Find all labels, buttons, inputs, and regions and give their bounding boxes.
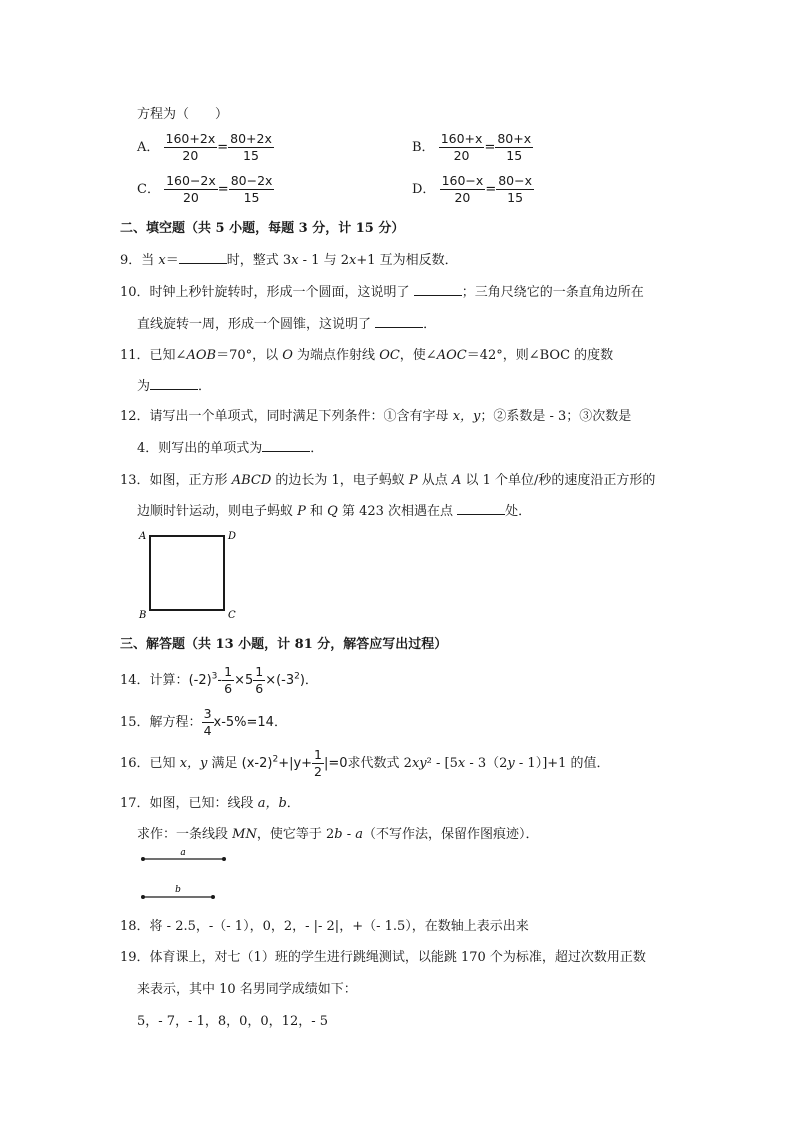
question-19-line-2: 来表示，其中 10 名男同学成绩如下： xyxy=(137,982,357,997)
vertex-label-d: D xyxy=(228,531,237,542)
fraction: $\frac{3}{4}$ xyxy=(203,706,212,738)
fraction: $\frac{160+2x}{20}$ xyxy=(165,131,216,163)
answer-blank[interactable] xyxy=(414,283,462,296)
fraction: $\frac{1}{6}$ xyxy=(224,664,233,696)
section-3-title: 三、解答题（共 13 小题，计 81 分，解答应写出过程） xyxy=(120,637,448,652)
section-2-title: 二、填空题（共 5 小题，每题 3 分，计 15 分） xyxy=(120,221,405,236)
endpoint xyxy=(211,895,215,899)
option-letter: A． xyxy=(137,140,160,155)
question-19-line-1: 19．体育课上，对七（1）班的学生进行跳绳测试，以能跳 170 个为标准，超过次数用正数 xyxy=(120,950,646,965)
question-11-line-1: 11．已知∠AOB＝70°，以 O 为端点作射线 OC，使∠AOC＝42°，则∠BOC 的度数 xyxy=(120,348,614,363)
fraction: $\frac{80+x}{15}$ xyxy=(497,131,532,163)
question-19-data: 5，- 7，- 1，8，0，0，12，- 5 xyxy=(137,1014,329,1029)
square xyxy=(150,536,224,610)
question-15: 15．解方程： $\frac{3}{4}$ x-5%=14． xyxy=(120,706,287,738)
answer-blank[interactable] xyxy=(179,251,227,264)
answer-blank[interactable] xyxy=(150,377,198,390)
segment-b-label: b xyxy=(175,885,181,895)
segment-a-figure xyxy=(138,846,230,866)
question-14: 14．计算：$(-2)^3-$ $\frac{1}{6}$ ×5 $\frac{1}{6}$ $\times(-3^2)$． xyxy=(120,664,318,696)
segment-b-figure xyxy=(138,883,220,903)
question-9: 9．当 x＝ 时，整式 3x - 1 与 2x+1 互为相反数． xyxy=(120,253,458,268)
fraction: $\frac{1}{2}$ xyxy=(314,747,322,779)
question-11-line-2: 为 ． xyxy=(137,379,212,394)
fraction: $\frac{160-x}{20}$ xyxy=(441,173,484,205)
answer-blank[interactable] xyxy=(375,315,423,328)
q8-tail: 方程为（ ） xyxy=(137,107,229,122)
q8-option-b: B． $\frac{160+x}{20}$ = $\frac{80+x}{15}$ xyxy=(412,131,532,163)
question-13-line-2: 边顺时针运动，则电子蚂蚁 P 和 Q 第 423 次相遇在点 处． xyxy=(137,504,532,519)
q8-option-d: D． $\frac{160-x}{20}$ = $\frac{80-x}{15}$ xyxy=(412,173,532,205)
fraction: $\frac{80-x}{15}$ xyxy=(498,173,532,205)
endpoint xyxy=(141,857,145,861)
option-letter: B． xyxy=(412,140,435,155)
option-letter: D． xyxy=(412,182,436,197)
answer-blank[interactable] xyxy=(457,502,505,515)
question-10-line-2: 直线旋转一周，形成一个圆锥，这说明了 ． xyxy=(137,317,437,332)
fraction: $\frac{1}{6}$ xyxy=(255,664,264,696)
endpoint xyxy=(141,895,145,899)
fraction: $\frac{80-2x}{15}$ xyxy=(230,173,273,205)
q8-option-c: C． $\frac{160-2x}{20}$ = $\frac{80-2x}{15}$ xyxy=(137,173,273,205)
vertex-label-c: C xyxy=(228,610,236,621)
endpoint xyxy=(222,857,226,861)
question-12-line-1: 12．请写出一个单项式，同时满足下列条件：①含有字母 x，y；②系数是 - 3；③次数是 xyxy=(120,409,632,424)
segment-a-label: a xyxy=(180,848,186,858)
question-12-line-2: 4．则写出的单项式为 ． xyxy=(137,441,324,456)
vertex-label-b: B xyxy=(139,610,147,621)
question-18: 18．将 - 2.5，-（- 1），0，2，- |- 2|，+（- 1.5），在数轴上表示出来 xyxy=(120,919,529,934)
square-abcd-figure xyxy=(136,526,242,622)
question-10-line-1: 10．时钟上秒针旋转时，形成一个圆面，这说明了 ；三角尺绕它的一条直角边所在 xyxy=(120,285,644,300)
question-17-line-2: 求作：一条线段 MN，使它等于 2b - a（不写作法，保留作图痕迹）． xyxy=(137,827,539,842)
vertex-label-a: A xyxy=(139,531,147,542)
answer-blank[interactable] xyxy=(262,439,310,452)
q8-option-a: A． $\frac{160+2x}{20}$ = $\frac{80+2x}{15}$ xyxy=(137,131,272,163)
question-16: 16．已知 x，y 满足 $(x-2)^2+|y+$ $\frac{1}{2}$ |=0求代数式 2xy² - [5x - 3（2y - 1）]+1 的值． xyxy=(120,747,610,779)
option-letter: C． xyxy=(137,182,160,197)
question-13-line-1: 13．如图，正方形 ABCD 的边长为 1，电子蚂蚁 P 从点 A 以 1 个单位/秒的速度沿正方形的 xyxy=(120,473,656,488)
question-17-line-1: 17．如图，已知：线段 a，b． xyxy=(120,796,300,811)
fraction: $\frac{160+x}{20}$ xyxy=(440,131,483,163)
fraction: $\frac{160-2x}{20}$ xyxy=(166,173,216,205)
fraction: $\frac{80+2x}{15}$ xyxy=(230,131,272,163)
